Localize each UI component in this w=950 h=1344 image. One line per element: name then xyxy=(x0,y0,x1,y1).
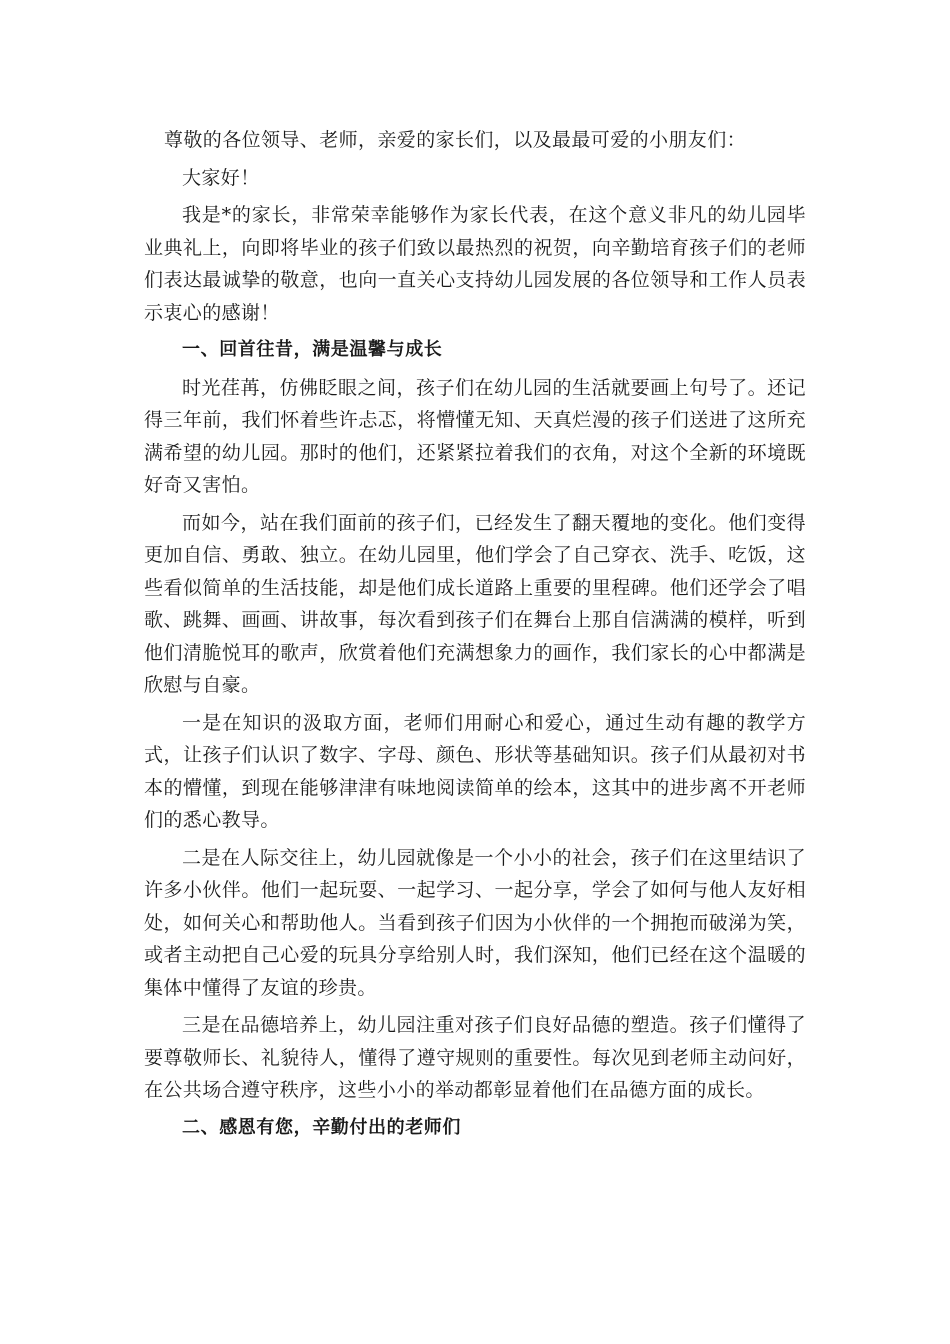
intro-paragraph: 我是*的家长，非常荣幸能够作为家长代表，在这个意义非凡的幼儿园毕业典礼上，向即将毕业的孩子们致以最热烈的祝贺，向辛勤培育孩子们的老师们表达最诚挚的敬意，也向一直关心支持幼儿园发展的各位领导和工作人员表示衷心的感谢！ xyxy=(144,204,806,324)
section-1-heading: 一、回首往昔，满是温馨与成长 xyxy=(182,339,443,360)
section-1-paragraph-3: 一是在知识的汲取方面，老师们用耐心和爱心，通过生动有趣的教学方式，让孩子们认识了数字、字母、颜色、形状等基础知识。孩子们从最初对书本的懵懂，到现在能够津津有味地阅读简单的绘本，这其中的进步离不开老师们的悉心教导。 xyxy=(144,711,806,831)
section-1-paragraph-4: 二是在人际交往上，幼儿园就像是一个小小的社会，孩子们在这里结识了许多小伙伴。他们一起玩耍、一起学习、一起分享，学会了如何与他人友好相处，如何关心和帮助他人。当看到孩子们因为小伙伴的一个拥抱而破涕为笑，或者主动把自己心爱的玩具分享给别人时，我们深知，他们已经在这个温暖的集体中懂得了友谊的珍贵。 xyxy=(144,846,806,999)
section-2-heading: 二、感恩有您，辛勤付出的老师们 xyxy=(182,1116,461,1138)
section-1-paragraph-5: 三是在品德培养上，幼儿园注重对孩子们良好品德的塑造。孩子们懂得了要尊敬师长、礼貌待人，懂得了遵守规则的重要性。每次见到老师主动问好，在公共场合遵守秩序，这些小小的举动都彰显着他们在品德方面的成长。 xyxy=(144,1014,806,1101)
greeting: 大家好！ xyxy=(182,166,260,189)
document-body xyxy=(144,124,806,1144)
section-1-paragraph-1: 时光荏苒，仿佛眨眼之间，孩子们在幼儿园的生活就要画上句号了。还记得三年前，我们怀着些许忐忑，将懵懂无知、天真烂漫的孩子们送进了这所充满希望的幼儿园。那时的他们，还紧紧拉着我们的衣角，对这个全新的环境既好奇又害怕。 xyxy=(144,376,806,496)
section-1-paragraph-2: 而如今，站在我们面前的孩子们，已经发生了翻天覆地的变化。他们变得更加自信、勇敢、独立。在幼儿园里，他们学会了自己穿衣、洗手、吃饭，这些看似简单的生活技能，却是他们成长道路上重要的里程碑。他们还学会了唱歌、跳舞、画画、讲故事，每次看到孩子们在舞台上那自信满满的模样，听到他们清脆悦耳的歌声，欣赏着他们充满想象力的画作，我们家长的心中都满是欣慰与自豪。 xyxy=(144,511,806,696)
salutation: 尊敬的各位领导、老师，亲爱的家长们，以及最最可爱的小朋友们： xyxy=(164,129,747,151)
